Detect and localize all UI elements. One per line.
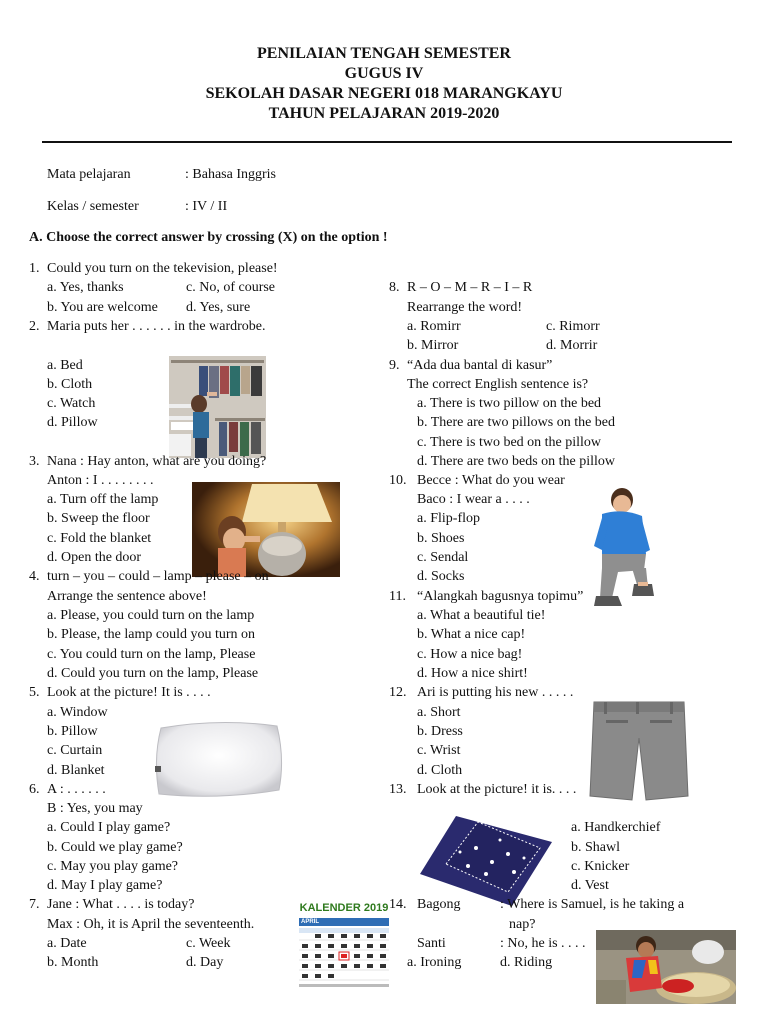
section-a-instruction: A. Choose the correct answer by crossing (X) on the option ! [29,230,388,245]
question-number: 9. [389,358,400,373]
option-c[interactable]: c. Watch [47,396,96,411]
header-line-3: SEKOLAH DASAR NEGERI 018 MARANGKAYU [205,85,563,102]
question-number: 1. [29,261,40,276]
option-d[interactable]: d. Riding [500,955,553,970]
boy-shoes-picture [588,484,658,610]
option-b[interactable]: b. You are welcome [47,300,158,315]
question-number: 2. [29,319,40,334]
option-a[interactable]: a. Short [417,705,461,720]
calendar-title: KALENDER 2019 [299,902,389,914]
option-b[interactable]: b. Sweep the floor [47,511,150,526]
question-text: Could you turn on the tekevision, please! [47,261,278,276]
option-b[interactable]: b. There are two pillows on the bed [417,415,616,430]
option-c[interactable]: c. Rimorr [546,319,600,334]
question-number: 8. [389,280,400,295]
option-a[interactable]: a. Flip-flop [417,511,480,526]
option-d[interactable]: d. How a nice shirt! [417,666,528,681]
option-a[interactable]: a. Bed [47,358,83,373]
option-d[interactable]: d. Yes, sure [186,300,251,315]
option-a[interactable]: a. Please, you could turn on the lamp [47,608,255,623]
question-number: 6. [29,782,40,797]
shorts-picture [586,698,692,802]
option-b[interactable]: b. Pillow [47,724,98,739]
question-number: 3. [29,454,40,469]
question-text: Look at the picture! It is . . . . [47,685,211,700]
option-c[interactable]: c. No, of course [186,280,276,295]
question-text-2: Rearrange the word! [407,300,523,315]
option-a[interactable]: a. Could I play game? [47,820,171,835]
calendar-month: APRIL [301,919,319,925]
option-d[interactable]: d. Morrir [546,338,598,353]
option-d[interactable]: d. Day [186,955,224,970]
class-label: Kelas / semester [47,199,139,214]
option-a[interactable]: a. Romirr [407,319,461,334]
class-value: : IV / II [185,199,228,214]
option-a[interactable]: a. Window [47,705,108,720]
pillow-picture [153,718,285,800]
header-line-2: GUGUS IV [344,65,424,82]
question-text: Ari is putting his new . . . . . [417,685,574,700]
question-text-2: Anton : I . . . . . . . . [47,473,154,488]
option-b[interactable]: b. Please, the lamp could you turn on [47,627,256,642]
option-d[interactable]: d. Open the door [47,550,142,565]
option-d[interactable]: d. May I play game? [47,878,163,893]
option-d[interactable]: d. Blanket [47,763,105,778]
option-b[interactable]: b. Dress [417,724,463,739]
option-d[interactable]: d. Could you turn on the lamp, Please [47,666,259,681]
option-c[interactable]: c. You could turn on the lamp, Please [47,647,256,662]
question-text: Maria puts her . . . . . . in the wardrobe. [47,319,266,334]
option-b[interactable]: b. Month [47,955,99,970]
question-text-2: Baco : I wear a . . . . [417,492,530,507]
header-divider [42,141,732,143]
option-a[interactable]: a. Handkerchief [571,820,661,835]
question-text: “Ada dua bantal di kasur” [407,358,553,373]
question-text: “Alangkah bagusnya topimu” [417,589,584,604]
option-d[interactable]: d. Pillow [47,415,98,430]
option-a[interactable]: a. Turn off the lamp [47,492,159,507]
question-number: 12. [389,685,407,700]
option-c[interactable]: c. Fold the blanket [47,531,152,546]
question-text: R – O – M – R – I – R [407,280,533,295]
option-b[interactable]: b. Shawl [571,840,620,855]
option-c[interactable]: c. Sendal [417,550,469,565]
question-text-2: Arrange the sentence above! [47,589,207,604]
option-c[interactable]: c. Wrist [417,743,461,758]
speaker-2-name: Santi [417,936,446,951]
question-text-2: Max : Oh, it is April the seventeenth. [47,917,255,932]
option-b[interactable]: b. Mirror [407,338,459,353]
question-number: 7. [29,897,40,912]
wardrobe-picture [169,356,266,458]
question-number: 13. [389,782,407,797]
question-text: Nana : Hay anton, what are you doing? [47,454,267,469]
option-c[interactable]: c. Curtain [47,743,103,758]
question-text-2: The correct English sentence is? [407,377,589,392]
option-a[interactable]: a. There is two pillow on the bed [417,396,602,411]
bandana-picture [416,812,554,908]
option-a[interactable]: a. Yes, thanks [47,280,124,295]
option-b[interactable]: b. Cloth [47,377,93,392]
subject-value: : Bahasa Inggris [185,167,276,182]
speaker-1-text-cont: nap? [509,917,536,932]
question-text: Becce : What do you wear [417,473,565,488]
option-c[interactable]: c. May you play game? [47,859,179,874]
question-number: 5. [29,685,40,700]
question-number: 14. [389,897,407,912]
question-text: Look at the picture! it is. . . . [417,782,577,797]
lamp-picture [192,482,340,577]
option-b[interactable]: b. Could we play game? [47,840,183,855]
option-d[interactable]: d. Cloth [417,763,463,778]
question-text: A : . . . . . . [47,782,106,797]
calendar-picture [295,900,393,992]
option-c[interactable]: c. Week [186,936,231,951]
question-text: turn – you – could – lamp – please – on [47,569,269,584]
question-text-2: B : Yes, you may [47,801,143,816]
option-a[interactable]: a. Date [47,936,87,951]
option-a[interactable]: a. What a beautiful tie! [417,608,546,623]
option-a[interactable]: a. Ironing [407,955,462,970]
option-d[interactable]: d. Vest [571,878,609,893]
question-text: Jane : What . . . . is today? [47,897,195,912]
option-c[interactable]: c. How a nice bag! [417,647,523,662]
option-d[interactable]: d. Socks [417,569,465,584]
question-number: 11. [389,589,406,604]
header-line-4: TAHUN PELAJARAN 2019-2020 [268,105,500,122]
speaker-2-text: : No, he is . . . . [500,936,586,951]
question-number: 10. [389,473,407,488]
question-number: 4. [29,569,40,584]
speaker-1-text: : Where is Samuel, is he taking a [500,897,685,912]
speaker-1-name: Bagong [417,897,461,912]
option-b[interactable]: b. What a nice cap! [417,627,526,642]
washing-picture [596,930,736,1004]
option-c[interactable]: c. There is two bed on the pillow [417,435,602,450]
option-b[interactable]: b. Shoes [417,531,465,546]
subject-label: Mata pelajaran [47,167,131,182]
option-c[interactable]: c. Knicker [571,859,630,874]
header-line-1: PENILAIAN TENGAH SEMESTER [257,45,511,62]
option-d[interactable]: d. There are two beds on the pillow [417,454,616,469]
